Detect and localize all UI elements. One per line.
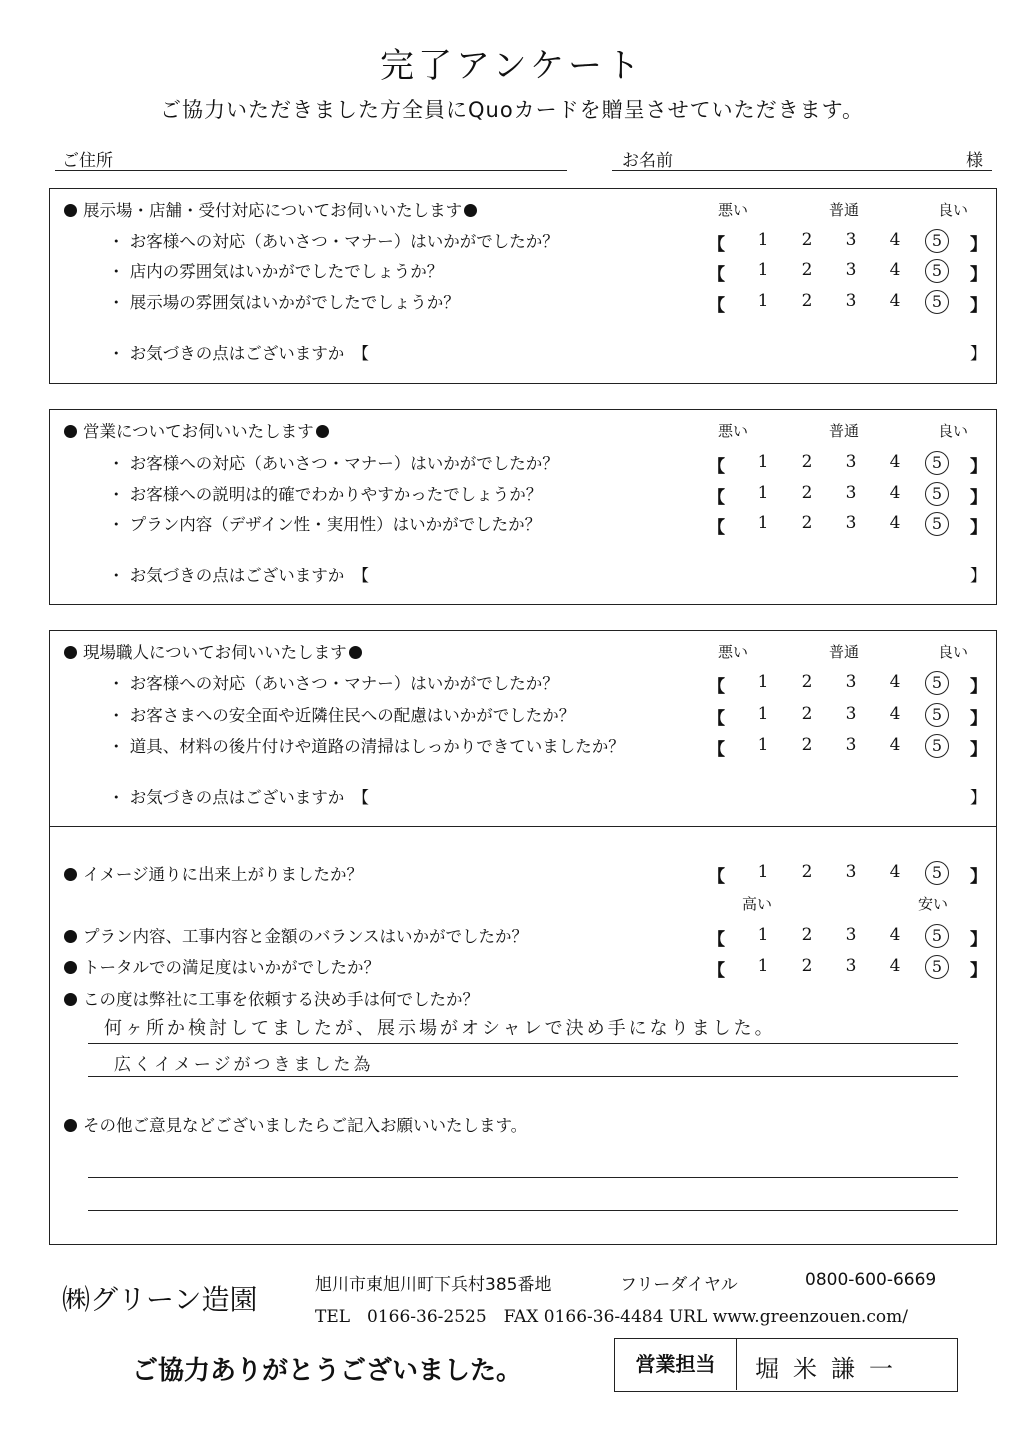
scale-normal-label: 普通 <box>829 201 860 219</box>
rating-option[interactable]: 3 <box>845 452 857 472</box>
scale-bad-label: 悪い <box>718 422 749 440</box>
rating-scale[interactable] <box>708 260 990 286</box>
rating-close-bracket: 】 <box>970 867 987 887</box>
rating-option[interactable]: 4 <box>889 704 901 724</box>
comment-prompt[interactable]: ・ お気づきの点はございますか 【 <box>108 788 369 807</box>
rating-option[interactable]: 1 <box>757 483 769 503</box>
staff-label: 営業担当 <box>615 1339 737 1390</box>
rating-open-bracket: 【 <box>708 296 725 316</box>
section-craftsmen-heading: 現場職人についてお伺いいたします <box>64 639 362 663</box>
rating-option[interactable]: 4 <box>889 260 901 280</box>
divider <box>49 826 997 827</box>
rating-option[interactable]: 3 <box>845 483 857 503</box>
question-text: この度は弊社に工事を依頼する決め手は何でしたか？ <box>64 986 479 1010</box>
rating-open-bracket: 【 <box>708 518 725 538</box>
rating-open-bracket: 【 <box>708 930 725 950</box>
question-text: ・ 店内の雰囲気はいかがでしたでしょうか？ <box>108 262 444 281</box>
scale-high-label: 高い <box>742 895 773 913</box>
rating-open-bracket: 【 <box>708 235 725 255</box>
rating-scale[interactable] <box>708 862 990 888</box>
rating-option[interactable]: 2 <box>801 513 813 533</box>
rating-option[interactable]: 4 <box>889 230 901 250</box>
rating-open-bracket: 【 <box>708 867 725 887</box>
rating-option-selected[interactable]: 5 <box>925 955 949 979</box>
scale-bad-label: 悪い <box>718 201 749 219</box>
rating-option[interactable]: 1 <box>757 862 769 882</box>
rating-open-bracket: 【 <box>708 265 725 285</box>
thanks-message: ご協力ありがとうございました。 <box>132 1356 523 1386</box>
rating-option[interactable]: 2 <box>801 862 813 882</box>
name-label: お名前 <box>622 151 673 171</box>
rating-option[interactable]: 4 <box>889 925 901 945</box>
rating-option[interactable]: 1 <box>757 513 769 533</box>
question-text: プラン内容、工事内容と金額のバランスはいかがでしたか？ <box>64 923 528 947</box>
rating-option[interactable]: 2 <box>801 452 813 472</box>
rating-close-bracket: 】 <box>970 235 987 255</box>
scale-normal-label: 普通 <box>829 643 860 661</box>
rating-option[interactable]: 1 <box>757 230 769 250</box>
rating-option[interactable]: 2 <box>801 260 813 280</box>
scale-good-label: 良い <box>938 201 969 219</box>
rating-option-selected[interactable]: 5 <box>925 734 949 758</box>
rating-option[interactable]: 3 <box>845 956 857 976</box>
rating-open-bracket: 【 <box>708 677 725 697</box>
company-contact: TEL 0166-36-2525 FAX 0166-36-4484 URL www.greenzouen.com/ <box>315 1307 908 1327</box>
rating-option[interactable]: 1 <box>757 735 769 755</box>
rating-option[interactable]: 3 <box>845 862 857 882</box>
rating-close-bracket: 】 <box>970 296 987 316</box>
sama-label: 様 <box>966 151 983 171</box>
rating-option[interactable]: 1 <box>757 452 769 472</box>
bullet-icon <box>349 646 362 659</box>
scale-normal-label: 普通 <box>829 422 860 440</box>
question-text: ・ お客様への対応（あいさつ・マナー）はいかがでしたか？ <box>108 454 559 473</box>
rating-option[interactable]: 4 <box>889 452 901 472</box>
rating-option[interactable]: 3 <box>845 925 857 945</box>
company-address: 旭川市東旭川町下兵村385番地 <box>315 1275 552 1295</box>
section-sales-heading: 営業についてお伺いいたします <box>64 418 329 442</box>
rating-option-selected[interactable]: 5 <box>925 512 949 536</box>
rating-option[interactable]: 3 <box>845 260 857 280</box>
scale-bad-label: 悪い <box>718 643 749 661</box>
name-field[interactable] <box>612 170 992 171</box>
comment-prompt[interactable]: ・ お気づきの点はございますか 【 <box>108 566 369 585</box>
free-dial-number: 0800-600-6669 <box>805 1270 937 1290</box>
rating-option[interactable]: 4 <box>889 956 901 976</box>
staff-box <box>614 1338 958 1392</box>
answer-handwritten-2[interactable]: 広くイメージがつきました為 <box>114 1055 374 1075</box>
rating-option[interactable]: 3 <box>845 291 857 311</box>
answer-handwritten-1[interactable]: 何ヶ所か検討してましたが、展示場がオシャレで決め手になりました。 <box>104 1018 776 1039</box>
rating-open-bracket: 【 <box>708 961 725 981</box>
staff-name-handwritten: 堀米謙一 <box>755 1355 907 1383</box>
rating-option-selected[interactable]: 5 <box>925 290 949 314</box>
rating-close-bracket: 】 <box>970 961 987 981</box>
rating-option[interactable]: 4 <box>889 672 901 692</box>
comment-close-bracket: 】 <box>970 344 987 363</box>
question-text: ・ お客さまへの安全面や近隣住民への配慮はいかがでしたか？ <box>108 706 576 725</box>
comment-close-bracket: 】 <box>970 788 987 807</box>
rating-option[interactable]: 1 <box>757 672 769 692</box>
rating-scale[interactable] <box>708 483 990 509</box>
bullet-icon <box>64 868 77 881</box>
rating-option-selected[interactable]: 5 <box>925 229 949 253</box>
rating-option[interactable]: 2 <box>801 956 813 976</box>
rating-option[interactable]: 3 <box>845 513 857 533</box>
rating-scale[interactable] <box>708 513 990 539</box>
bullet-icon <box>64 961 77 974</box>
address-label: ご住所 <box>62 151 113 171</box>
scale-good-label: 良い <box>938 643 969 661</box>
rating-scale[interactable] <box>708 230 990 256</box>
rating-option[interactable]: 2 <box>801 230 813 250</box>
other-comment-line[interactable] <box>88 1177 958 1178</box>
rating-option[interactable]: 3 <box>845 704 857 724</box>
rating-close-bracket: 】 <box>970 677 987 697</box>
rating-option-selected[interactable]: 5 <box>925 861 949 885</box>
rating-scale[interactable] <box>708 291 990 317</box>
rating-close-bracket: 】 <box>970 930 987 950</box>
rating-scale[interactable] <box>708 735 990 761</box>
rating-option[interactable]: 1 <box>757 925 769 945</box>
question-text: その他ご意見などございましたらご記入お願いいたします。 <box>64 1112 527 1136</box>
comment-close-bracket: 】 <box>970 566 987 585</box>
question-text: ・ 道具、材料の後片付けや道路の清掃はしっかりできていましたか？ <box>108 737 625 756</box>
bullet-icon <box>464 204 477 217</box>
answer-line <box>88 1043 958 1044</box>
rating-close-bracket: 】 <box>970 518 987 538</box>
free-dial-label: フリーダイヤル <box>620 1275 738 1295</box>
rating-option-selected[interactable]: 5 <box>925 451 949 475</box>
rating-option-selected[interactable]: 5 <box>925 671 949 695</box>
rating-close-bracket: 】 <box>970 265 987 285</box>
bullet-icon <box>64 204 77 217</box>
rating-scale[interactable] <box>708 452 990 478</box>
rating-open-bracket: 【 <box>708 488 725 508</box>
question-text: ・ プラン内容（デザイン性・実用性）はいかがでしたか？ <box>108 515 542 534</box>
rating-option[interactable]: 4 <box>889 291 901 311</box>
rating-option[interactable]: 1 <box>757 291 769 311</box>
bullet-icon <box>64 425 77 438</box>
rating-option[interactable]: 4 <box>889 862 901 882</box>
question-text: ・ お客様への対応（あいさつ・マナー）はいかがでしたか？ <box>108 674 559 693</box>
answer-line <box>88 1076 958 1077</box>
rating-option[interactable]: 1 <box>757 956 769 976</box>
rating-close-bracket: 】 <box>970 488 987 508</box>
rating-option[interactable]: 3 <box>845 735 857 755</box>
rating-scale[interactable] <box>708 672 990 698</box>
scale-good-label: 良い <box>938 422 969 440</box>
rating-option[interactable]: 2 <box>801 735 813 755</box>
rating-close-bracket: 】 <box>970 709 987 729</box>
page-subtitle: ご協力いただきました方全員にQuoカードを贈呈させていただきます。 <box>159 98 864 122</box>
question-text: ・ 展示場の雰囲気はいかがでしたでしょうか？ <box>108 293 460 312</box>
rating-open-bracket: 【 <box>708 709 725 729</box>
rating-option[interactable]: 4 <box>889 483 901 503</box>
bullet-icon <box>64 993 77 1006</box>
bullet-icon <box>64 930 77 943</box>
rating-option-selected[interactable]: 5 <box>925 703 949 727</box>
comment-prompt[interactable]: ・ お気づきの点はございますか 【 <box>108 344 369 363</box>
bullet-icon <box>316 425 329 438</box>
rating-option[interactable]: 4 <box>889 513 901 533</box>
rating-option-selected[interactable]: 5 <box>925 482 949 506</box>
rating-option[interactable]: 2 <box>801 704 813 724</box>
address-field[interactable] <box>55 170 567 171</box>
rating-scale[interactable] <box>708 704 990 730</box>
rating-option-selected[interactable]: 5 <box>925 924 949 948</box>
rating-option[interactable]: 2 <box>801 672 813 692</box>
rating-option[interactable]: 1 <box>757 260 769 280</box>
rating-option[interactable]: 2 <box>801 925 813 945</box>
question-text: ・ お客様への対応（あいさつ・マナー）はいかがでしたか？ <box>108 232 559 251</box>
rating-option[interactable]: 2 <box>801 291 813 311</box>
bullet-icon <box>64 646 77 659</box>
company-logo: ㈱グリーン造園 <box>62 1283 258 1316</box>
page-title: 完了アンケート <box>380 46 644 86</box>
rating-close-bracket: 】 <box>970 740 987 760</box>
rating-option[interactable]: 2 <box>801 483 813 503</box>
question-text: イメージ通りに出来上がりましたか？ <box>64 861 363 885</box>
question-text: ・ お客様への説明は的確でわかりやすかったでしょうか？ <box>108 485 543 504</box>
rating-option[interactable]: 3 <box>845 672 857 692</box>
question-text: トータルでの満足度はいかがでしたか？ <box>64 954 380 978</box>
rating-option[interactable]: 1 <box>757 704 769 724</box>
rating-close-bracket: 】 <box>970 457 987 477</box>
rating-open-bracket: 【 <box>708 740 725 760</box>
rating-scale[interactable] <box>708 956 990 982</box>
rating-option-selected[interactable]: 5 <box>925 259 949 283</box>
rating-open-bracket: 【 <box>708 457 725 477</box>
bullet-icon <box>64 1119 77 1132</box>
section-showroom-heading: 展示場・店舗・受付対応についてお伺いいたします <box>64 197 477 221</box>
other-comment-line[interactable] <box>88 1210 958 1211</box>
rating-option[interactable]: 4 <box>889 735 901 755</box>
scale-cheap-label: 安い <box>918 895 949 913</box>
rating-option[interactable]: 3 <box>845 230 857 250</box>
rating-scale[interactable] <box>708 925 990 951</box>
